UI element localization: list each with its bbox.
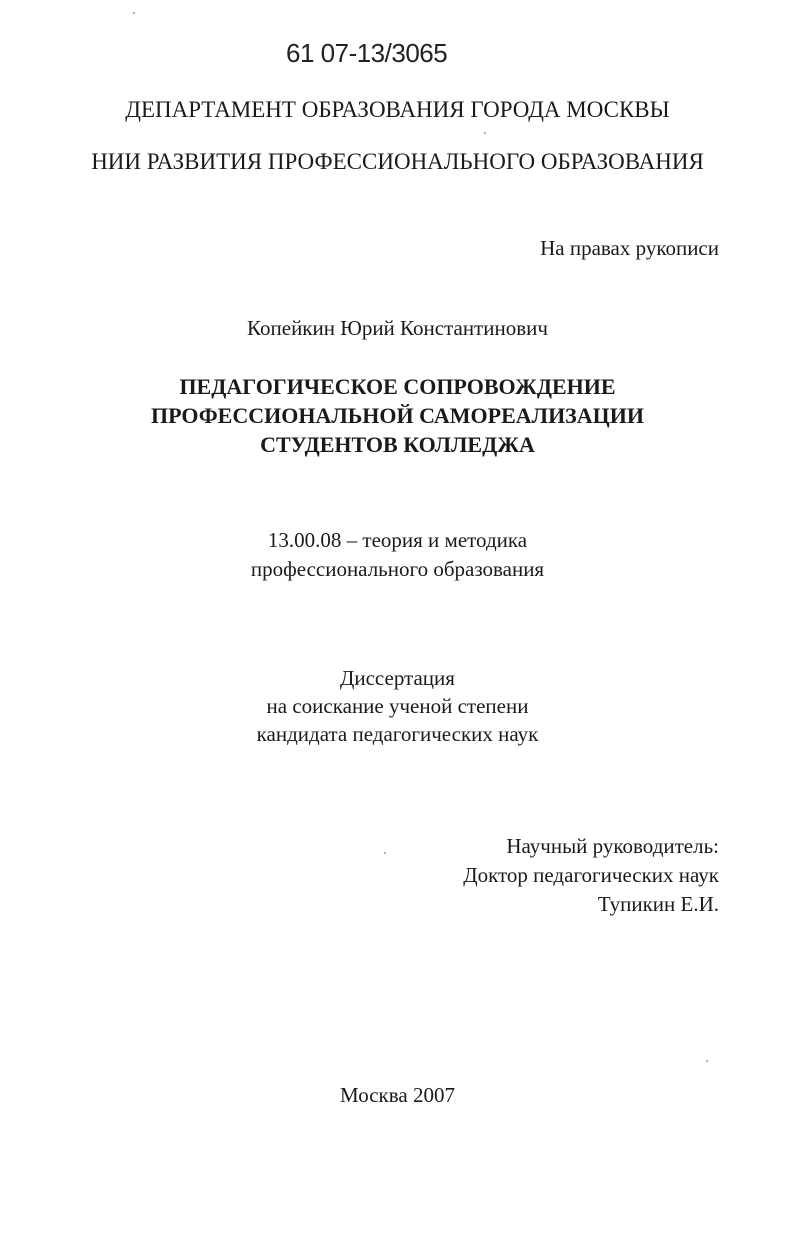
dissertation-title (0, 372, 795, 459)
degree-line: Диссертация (340, 666, 455, 690)
supervisor-line: Научный руководитель: (506, 834, 719, 858)
title-line: СТУДЕНТОВ КОЛЛЕДЖА (260, 432, 535, 457)
supervisor-line: Тупикин Е.И. (597, 892, 719, 916)
scan-speck (133, 12, 135, 14)
specialty-line: профессионального образования (250, 557, 545, 581)
archive-stamp-number: 61 07-13/3065 (286, 38, 448, 68)
scan-speck (484, 132, 486, 134)
scientific-supervisor (463, 832, 719, 919)
scan-speck (384, 852, 386, 854)
specialty-line: 13.00.08 – теория и методика (267, 528, 528, 552)
manuscript-note: На правах рукописи (540, 236, 719, 260)
department-name: ДЕПАРТАМЕНТ ОБРАЗОВАНИЯ ГОРОДА МОСКВЫ (125, 97, 670, 122)
specialty-code (0, 526, 795, 584)
title-line: ПЕДАГОГИЧЕСКОЕ СОПРОВОЖДЕНИЕ (179, 374, 616, 399)
degree-line: кандидата педагогических наук (256, 722, 539, 746)
title-line: ПРОФЕССИОНАЛЬНОЙ САМОРЕАЛИЗАЦИИ (150, 403, 645, 428)
author-name: Копейкин Юрий Константинович (247, 316, 548, 340)
supervisor-line: Доктор педагогических наук (463, 863, 719, 887)
scan-speck (706, 1060, 708, 1062)
city-year: Москва 2007 (340, 1083, 455, 1107)
degree-line: на соискание ученой степени (266, 694, 529, 718)
degree-statement (0, 664, 795, 748)
institute-name: НИИ РАЗВИТИЯ ПРОФЕССИОНАЛЬНОГО ОБРАЗОВАНИЯ (91, 149, 704, 174)
